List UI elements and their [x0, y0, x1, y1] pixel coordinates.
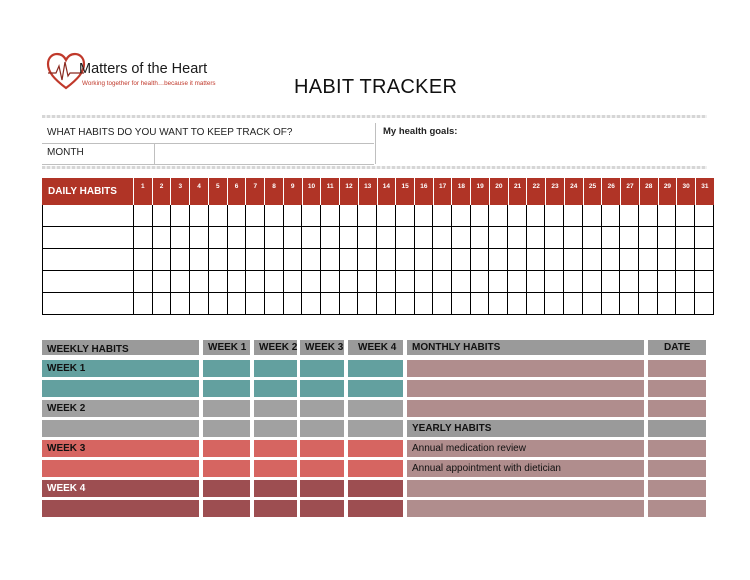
week-check-cell[interactable]: [348, 440, 403, 457]
daily-check-cell[interactable]: [134, 293, 153, 315]
daily-check-cell[interactable]: [564, 293, 583, 315]
daily-check-cell[interactable]: [171, 227, 190, 249]
daily-check-cell[interactable]: [508, 249, 527, 271]
day-16-header: 16: [415, 178, 434, 205]
day-30-header: 30: [677, 178, 696, 205]
daily-check-cell[interactable]: [527, 271, 546, 293]
day-5-header: 5: [209, 178, 228, 205]
habits-prompt: WHAT HABITS DO YOU WANT TO KEEP TRACK OF?: [47, 127, 293, 138]
date-cell[interactable]: [648, 360, 706, 377]
daily-check-cell[interactable]: [508, 205, 527, 227]
daily-check-cell[interactable]: [284, 205, 303, 227]
daily-body: [42, 205, 714, 315]
daily-check-cell[interactable]: [658, 271, 677, 293]
goals-field[interactable]: [380, 140, 706, 164]
daily-check-cell[interactable]: [265, 271, 284, 293]
daily-check-cell[interactable]: [209, 293, 228, 315]
daily-check-cell[interactable]: [246, 271, 265, 293]
week-check-cell[interactable]: [254, 380, 297, 397]
weekly-habit-cell[interactable]: [42, 500, 199, 517]
logo-name: Matters of the Heart: [79, 61, 208, 77]
daily-check-cell[interactable]: [358, 227, 377, 249]
day-29-header: 29: [659, 178, 678, 205]
daily-check-cell[interactable]: [545, 293, 564, 315]
week-check-cell[interactable]: [254, 440, 297, 457]
day-25-header: 25: [584, 178, 603, 205]
daily-check-cell[interactable]: [340, 205, 359, 227]
daily-check-cell[interactable]: [171, 271, 190, 293]
daily-check-cell[interactable]: [358, 293, 377, 315]
monthly-habits-header: MONTHLY HABITS: [407, 340, 644, 355]
date-cell[interactable]: [648, 500, 706, 517]
daily-check-cell[interactable]: [396, 293, 415, 315]
daily-check-cell[interactable]: [228, 271, 247, 293]
daily-habit-row: [42, 205, 714, 227]
daily-check-cell[interactable]: [639, 249, 658, 271]
daily-check-cell[interactable]: [377, 293, 396, 315]
daily-check-cell[interactable]: [190, 293, 209, 315]
daily-habit-name-cell[interactable]: [42, 293, 134, 315]
daily-check-cell[interactable]: [415, 293, 434, 315]
daily-check-cell[interactable]: [602, 205, 621, 227]
monthly-habit-cell[interactable]: [407, 480, 644, 497]
daily-check-cell[interactable]: [471, 293, 490, 315]
daily-check-cell[interactable]: [209, 205, 228, 227]
week-check-cell[interactable]: [348, 400, 403, 417]
week-check-cell[interactable]: [203, 460, 250, 477]
daily-check-cell[interactable]: [676, 205, 695, 227]
daily-check-cell[interactable]: [209, 249, 228, 271]
day-18-header: 18: [452, 178, 471, 205]
daily-check-cell[interactable]: [695, 271, 714, 293]
daily-check-cell[interactable]: [433, 293, 452, 315]
date-cell[interactable]: [648, 460, 706, 477]
yearly-habit-item[interactable]: Annual appointment with dietician: [407, 460, 644, 477]
daily-check-cell[interactable]: [545, 205, 564, 227]
daily-check-cell[interactable]: [433, 249, 452, 271]
weekly-row-label: WEEK 1: [42, 360, 199, 377]
daily-check-cell[interactable]: [246, 249, 265, 271]
week-check-cell[interactable]: [203, 480, 250, 497]
daily-check-cell[interactable]: [489, 293, 508, 315]
daily-check-cell[interactable]: [433, 205, 452, 227]
daily-check-cell[interactable]: [620, 293, 639, 315]
weekly-row-label: WEEK 4: [42, 480, 199, 497]
daily-check-cell[interactable]: [246, 205, 265, 227]
week-check-cell[interactable]: [348, 480, 403, 497]
goals-divider: [375, 123, 376, 164]
day-31-header: 31: [701, 183, 709, 190]
week-check-cell[interactable]: [254, 500, 297, 517]
daily-check-cell[interactable]: [639, 227, 658, 249]
daily-check-cell[interactable]: [508, 271, 527, 293]
daily-check-cell[interactable]: [190, 227, 209, 249]
week-4-header: WEEK 4: [348, 340, 403, 355]
day-21-header: 21: [509, 178, 528, 205]
daily-habit-name-cell[interactable]: [42, 205, 134, 227]
daily-check-cell[interactable]: [583, 249, 602, 271]
daily-check-cell[interactable]: [564, 205, 583, 227]
day-7-header: 7: [246, 178, 265, 205]
daily-check-cell[interactable]: [134, 249, 153, 271]
daily-check-cell[interactable]: [452, 227, 471, 249]
yearly-habit-item[interactable]: Annual medication review: [407, 440, 644, 457]
daily-check-cell[interactable]: [340, 271, 359, 293]
date-header: DATE: [648, 340, 706, 355]
week-3-header: WEEK 3: [300, 340, 344, 355]
week-check-cell[interactable]: [254, 400, 297, 417]
daily-check-cell[interactable]: [452, 249, 471, 271]
week-check-cell[interactable]: [254, 360, 297, 377]
middle-divider: [42, 166, 707, 169]
daily-check-cell[interactable]: [284, 293, 303, 315]
daily-habit-row: [42, 227, 714, 249]
month-divider: [154, 143, 155, 164]
daily-check-cell[interactable]: [620, 271, 639, 293]
day-28-header: 28: [640, 178, 659, 205]
daily-check-cell[interactable]: [415, 205, 434, 227]
day-20-header: 20: [490, 178, 509, 205]
daily-check-cell[interactable]: [340, 249, 359, 271]
day-3-header: 3: [171, 178, 190, 205]
daily-check-cell[interactable]: [302, 227, 321, 249]
daily-check-cell[interactable]: [396, 249, 415, 271]
daily-check-cell[interactable]: [153, 293, 172, 315]
daily-check-cell[interactable]: [452, 293, 471, 315]
daily-check-cell[interactable]: [302, 271, 321, 293]
daily-check-cell[interactable]: [471, 271, 490, 293]
daily-check-cell[interactable]: [658, 205, 677, 227]
daily-check-cell[interactable]: [545, 249, 564, 271]
daily-check-cell[interactable]: [228, 205, 247, 227]
daily-check-cell[interactable]: [396, 271, 415, 293]
daily-check-cell[interactable]: [190, 205, 209, 227]
weekly-habit-cell[interactable]: [42, 380, 199, 397]
day-15-header: 15: [396, 178, 415, 205]
daily-check-cell[interactable]: [340, 293, 359, 315]
week-check-cell[interactable]: [300, 380, 344, 397]
daily-check-cell[interactable]: [658, 249, 677, 271]
daily-check-cell[interactable]: [396, 227, 415, 249]
week-check-cell[interactable]: [300, 360, 344, 377]
goals-label: My health goals:: [383, 126, 458, 137]
weekly-habit-cell[interactable]: [42, 460, 199, 477]
daily-check-cell[interactable]: [321, 227, 340, 249]
daily-habit-name-cell[interactable]: [42, 271, 134, 293]
daily-habit-row: [42, 249, 714, 271]
daily-check-cell[interactable]: [676, 271, 695, 293]
day-26-header: 26: [602, 178, 621, 205]
daily-check-cell[interactable]: [676, 249, 695, 271]
date-cell[interactable]: [648, 440, 706, 457]
daily-check-cell[interactable]: [583, 205, 602, 227]
daily-check-cell[interactable]: [695, 249, 714, 271]
daily-check-cell[interactable]: [471, 249, 490, 271]
daily-check-cell[interactable]: [489, 249, 508, 271]
daily-check-cell[interactable]: [695, 205, 714, 227]
day-23-header: 23: [546, 178, 565, 205]
daily-check-cell[interactable]: [228, 293, 247, 315]
week-check-cell[interactable]: [254, 420, 297, 437]
daily-check-cell[interactable]: [676, 227, 695, 249]
daily-check-cell[interactable]: [134, 227, 153, 249]
week-check-cell[interactable]: [348, 360, 403, 377]
daily-check-cell[interactable]: [433, 227, 452, 249]
day-13-header: 13: [359, 178, 378, 205]
weekly-row-label: WEEK 2: [42, 400, 199, 417]
week-check-cell[interactable]: [254, 460, 297, 477]
daily-check-cell[interactable]: [209, 227, 228, 249]
week-check-cell[interactable]: [348, 500, 403, 517]
daily-check-cell[interactable]: [471, 205, 490, 227]
daily-check-cell[interactable]: [658, 227, 677, 249]
daily-check-cell[interactable]: [583, 293, 602, 315]
daily-check-cell[interactable]: [284, 249, 303, 271]
daily-check-cell[interactable]: [508, 227, 527, 249]
day-24-header: 24: [565, 178, 584, 205]
daily-check-cell[interactable]: [153, 249, 172, 271]
daily-check-cell[interactable]: [377, 205, 396, 227]
daily-check-cell[interactable]: [228, 227, 247, 249]
day-1-header: 1: [134, 178, 153, 205]
week-check-cell[interactable]: [348, 420, 403, 437]
daily-check-cell[interactable]: [620, 205, 639, 227]
daily-check-cell[interactable]: [639, 293, 658, 315]
daily-check-cell[interactable]: [564, 249, 583, 271]
day-14-header: 14: [378, 178, 397, 205]
page-title: HABIT TRACKER: [294, 76, 458, 98]
monthly-habit-cell[interactable]: [407, 380, 644, 397]
daily-check-cell[interactable]: [452, 271, 471, 293]
week-check-cell[interactable]: [203, 500, 250, 517]
week-check-cell[interactable]: [300, 440, 344, 457]
day-8-header: 8: [265, 178, 284, 205]
daily-check-cell[interactable]: [358, 249, 377, 271]
day-11-header: 11: [321, 178, 340, 205]
day-2-header: 2: [153, 178, 172, 205]
date-cell[interactable]: [648, 420, 706, 437]
day-27-header: 27: [621, 178, 640, 205]
daily-check-cell[interactable]: [265, 205, 284, 227]
daily-check-cell[interactable]: [377, 271, 396, 293]
daily-check-cell[interactable]: [284, 227, 303, 249]
top-divider: [42, 115, 707, 118]
daily-check-cell[interactable]: [209, 271, 228, 293]
week-check-cell[interactable]: [300, 420, 344, 437]
month-underline: [42, 164, 374, 165]
daily-check-cell[interactable]: [265, 227, 284, 249]
daily-check-cell[interactable]: [527, 205, 546, 227]
weekly-habit-cell[interactable]: [42, 420, 199, 437]
daily-check-cell[interactable]: [396, 205, 415, 227]
daily-check-cell[interactable]: [695, 227, 714, 249]
daily-check-cell[interactable]: [639, 205, 658, 227]
daily-habits-table: [42, 178, 714, 315]
daily-check-cell[interactable]: [284, 271, 303, 293]
week-check-cell[interactable]: [203, 380, 250, 397]
week-check-cell[interactable]: [300, 400, 344, 417]
week-2-header: WEEK 2: [254, 340, 297, 355]
daily-check-cell[interactable]: [452, 205, 471, 227]
daily-check-cell[interactable]: [321, 249, 340, 271]
daily-check-cell[interactable]: [358, 271, 377, 293]
week-check-cell[interactable]: [254, 480, 297, 497]
daily-check-cell[interactable]: [358, 205, 377, 227]
day-4-header: 4: [190, 178, 209, 205]
daily-check-cell[interactable]: [153, 271, 172, 293]
daily-habit-row: [42, 271, 714, 293]
daily-check-cell[interactable]: [583, 271, 602, 293]
daily-check-cell[interactable]: [321, 293, 340, 315]
daily-check-cell[interactable]: [228, 249, 247, 271]
day-17-header: 17: [434, 178, 453, 205]
week-check-cell[interactable]: [203, 360, 250, 377]
daily-check-cell[interactable]: [134, 205, 153, 227]
yearly-habits-header: YEARLY HABITS: [407, 420, 644, 437]
daily-check-cell[interactable]: [471, 227, 490, 249]
monthly-habit-cell[interactable]: [407, 360, 644, 377]
daily-habit-row: [42, 293, 714, 315]
daily-habit-name-cell[interactable]: [42, 249, 134, 271]
daily-check-cell[interactable]: [658, 293, 677, 315]
week-check-cell[interactable]: [300, 460, 344, 477]
daily-habit-name-cell[interactable]: [42, 227, 134, 249]
day-22-header: 22: [527, 178, 546, 205]
daily-check-cell[interactable]: [190, 249, 209, 271]
daily-check-cell[interactable]: [620, 249, 639, 271]
daily-check-cell[interactable]: [602, 271, 621, 293]
daily-check-cell[interactable]: [171, 249, 190, 271]
daily-check-cell[interactable]: [489, 271, 508, 293]
weekly-habits-header: WEEKLY HABITS: [42, 340, 199, 355]
month-label: MONTH: [47, 147, 84, 158]
daily-check-cell[interactable]: [321, 205, 340, 227]
daily-check-cell[interactable]: [415, 227, 434, 249]
weekly-row-label: WEEK 3: [42, 440, 199, 457]
daily-check-cell[interactable]: [545, 271, 564, 293]
day-9-header: 9: [284, 178, 303, 205]
daily-check-cell[interactable]: [583, 227, 602, 249]
week-check-cell[interactable]: [203, 420, 250, 437]
daily-check-cell[interactable]: [340, 227, 359, 249]
week-check-cell[interactable]: [203, 440, 250, 457]
daily-check-cell[interactable]: [508, 293, 527, 315]
monthly-habit-cell[interactable]: [407, 500, 644, 517]
daily-check-cell[interactable]: [171, 205, 190, 227]
week-1-header: WEEK 1: [203, 340, 250, 355]
daily-check-cell[interactable]: [695, 293, 714, 315]
daily-check-cell[interactable]: [190, 271, 209, 293]
daily-check-cell[interactable]: [153, 205, 172, 227]
daily-check-cell[interactable]: [602, 227, 621, 249]
daily-check-cell[interactable]: [415, 249, 434, 271]
week-check-cell[interactable]: [300, 480, 344, 497]
brand-logo: [46, 52, 236, 96]
daily-check-cell[interactable]: [171, 293, 190, 315]
daily-check-cell[interactable]: [489, 227, 508, 249]
daily-check-cell[interactable]: [602, 293, 621, 315]
daily-check-cell[interactable]: [489, 205, 508, 227]
date-cell[interactable]: [648, 480, 706, 497]
week-check-cell[interactable]: [203, 400, 250, 417]
daily-check-cell[interactable]: [377, 249, 396, 271]
logo-tagline: Working together for health…because it matters: [82, 80, 216, 87]
daily-check-cell[interactable]: [265, 249, 284, 271]
date-cell[interactable]: [648, 400, 706, 417]
week-check-cell[interactable]: [348, 460, 403, 477]
daily-check-cell[interactable]: [676, 293, 695, 315]
date-cell[interactable]: [648, 380, 706, 397]
month-field[interactable]: [156, 144, 372, 163]
daily-habits-header: DAILY HABITS: [42, 178, 134, 205]
daily-check-cell[interactable]: [415, 271, 434, 293]
daily-check-cell[interactable]: [246, 227, 265, 249]
daily-check-cell[interactable]: [302, 249, 321, 271]
day-19-header: 19: [471, 178, 490, 205]
monthly-habit-cell[interactable]: [407, 400, 644, 417]
daily-check-cell[interactable]: [134, 271, 153, 293]
daily-check-cell[interactable]: [620, 227, 639, 249]
daily-check-cell[interactable]: [246, 293, 265, 315]
daily-check-cell[interactable]: [602, 249, 621, 271]
daily-check-cell[interactable]: [527, 227, 546, 249]
daily-check-cell[interactable]: [564, 227, 583, 249]
day-6-header: 6: [228, 178, 247, 205]
daily-check-cell[interactable]: [639, 271, 658, 293]
daily-check-cell[interactable]: [302, 205, 321, 227]
daily-check-cell[interactable]: [545, 227, 564, 249]
daily-check-cell[interactable]: [527, 293, 546, 315]
daily-check-cell[interactable]: [564, 271, 583, 293]
day-12-header: 12: [340, 178, 359, 205]
week-check-cell[interactable]: [300, 500, 344, 517]
daily-check-cell[interactable]: [377, 227, 396, 249]
daily-check-cell[interactable]: [321, 271, 340, 293]
daily-check-cell[interactable]: [153, 227, 172, 249]
daily-check-cell[interactable]: [265, 293, 284, 315]
daily-check-cell[interactable]: [302, 293, 321, 315]
day-10-header: 10: [303, 178, 322, 205]
week-check-cell[interactable]: [348, 380, 403, 397]
daily-check-cell[interactable]: [433, 271, 452, 293]
daily-header-row: [42, 178, 714, 205]
daily-check-cell[interactable]: [527, 249, 546, 271]
